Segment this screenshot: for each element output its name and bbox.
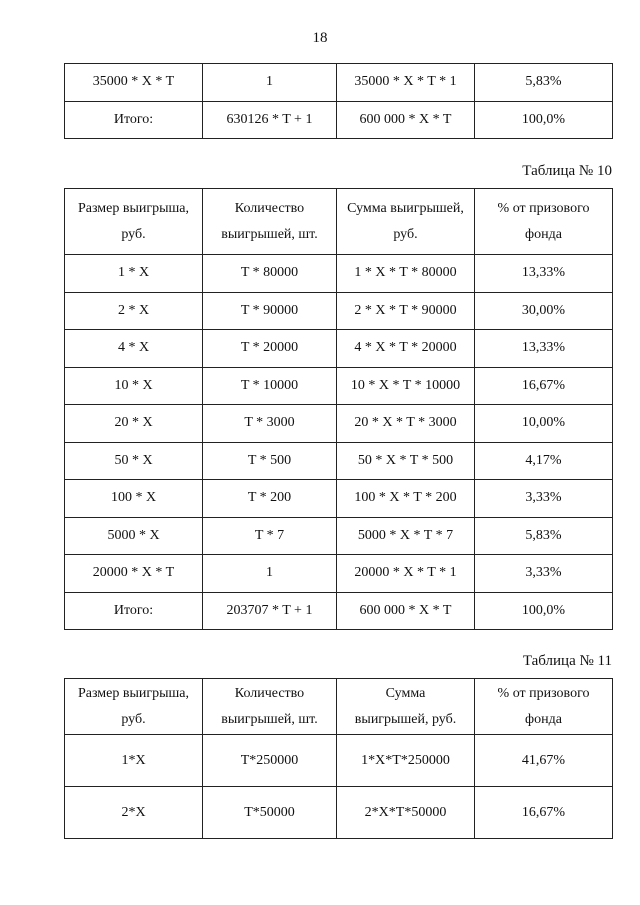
table-cell: 20000 * X * T: [65, 555, 203, 593]
table-cell: 10 * X: [65, 367, 203, 405]
table-cell: 30,00%: [475, 292, 613, 330]
table-row-total: [65, 592, 613, 630]
table-cell: 600 000 * X * T: [337, 592, 475, 630]
table-cell: 1*X: [65, 735, 203, 787]
table-cell: T * 10000: [203, 367, 337, 405]
table-cell: 2*X*T*50000: [337, 787, 475, 839]
table-row: [65, 405, 613, 443]
table-11: [64, 678, 613, 839]
column-header-prize-size: Размер выигрыша, руб.: [65, 189, 203, 255]
table-cell: 3,33%: [475, 480, 613, 518]
table-cell: 13,33%: [475, 255, 613, 293]
column-header-prize-count: Количество выигрышей, шт.: [203, 679, 337, 735]
table-cell: 100 * X * T * 200: [337, 480, 475, 518]
table-cell: 41,67%: [475, 735, 613, 787]
table-cell: 1: [203, 555, 337, 593]
table-cell: 100,0%: [475, 592, 613, 630]
table-cell: 35000 * X * T * 1: [337, 64, 475, 102]
table-10-caption: Таблица № 10: [522, 163, 612, 179]
table-10: [64, 188, 613, 630]
table-row: [65, 787, 613, 839]
table-cell: 203707 * T + 1: [203, 592, 337, 630]
table-cell: 5000 * X * T * 7: [337, 517, 475, 555]
table-cell: 50 * X: [65, 442, 203, 480]
column-header-fund-percent: % от призового фонда: [475, 679, 613, 735]
table-cell: 4,17%: [475, 442, 613, 480]
table-row: [65, 517, 613, 555]
table-row: [65, 442, 613, 480]
table-cell: 20 * X: [65, 405, 203, 443]
table-cell: 2 * X * T * 90000: [337, 292, 475, 330]
table-cell: 3,33%: [475, 555, 613, 593]
table-cell: 35000 * X * T: [65, 64, 203, 102]
table-cell: 20000 * X * T * 1: [337, 555, 475, 593]
table-cell: 5,83%: [475, 517, 613, 555]
table-cell: 4 * X * T * 20000: [337, 330, 475, 368]
column-header-prize-count: Количество выигрышей, шт.: [203, 189, 337, 255]
table-cell: 5000 * X: [65, 517, 203, 555]
table-cell: 600 000 * X * T: [337, 101, 475, 139]
table-cell: T * 7: [203, 517, 337, 555]
table-cell: 4 * X: [65, 330, 203, 368]
table-cell: 16,67%: [475, 787, 613, 839]
column-header-fund-percent: % от призового фонда: [475, 189, 613, 255]
table-cell: T*50000: [203, 787, 337, 839]
table-cell: T * 90000: [203, 292, 337, 330]
table-cell: 5,83%: [475, 64, 613, 102]
table-cell: 10 * X * T * 10000: [337, 367, 475, 405]
table-cell: Итого:: [65, 592, 203, 630]
column-header-prize-sum: Сумма выигрышей, руб.: [337, 189, 475, 255]
table-cell: 630126 * T + 1: [203, 101, 337, 139]
table-row: [65, 330, 613, 368]
table-row: [65, 555, 613, 593]
table-11-caption: Таблица № 11: [522, 653, 612, 669]
table-cell: 2 * X: [65, 292, 203, 330]
continued-table: [64, 63, 613, 139]
table-cell: T * 3000: [203, 405, 337, 443]
table-cell: T * 200: [203, 480, 337, 518]
table-cell: 20 * X * T * 3000: [337, 405, 475, 443]
table-header-row: [65, 189, 613, 255]
table-row: [65, 64, 613, 102]
table-row: [65, 480, 613, 518]
table-cell: 13,33%: [475, 330, 613, 368]
table-cell: 100 * X: [65, 480, 203, 518]
table-cell: 1: [203, 64, 337, 102]
column-header-prize-size: Размер выигрыша, руб.: [65, 679, 203, 735]
table-cell: T * 500: [203, 442, 337, 480]
table-row: [65, 735, 613, 787]
table-row: [65, 367, 613, 405]
table-cell: T * 80000: [203, 255, 337, 293]
table-cell: 1 * X: [65, 255, 203, 293]
page-number: 18: [312, 30, 328, 46]
table-row: [65, 292, 613, 330]
table-cell: Итого:: [65, 101, 203, 139]
table-header-row: [65, 679, 613, 735]
table-cell: 50 * X * T * 500: [337, 442, 475, 480]
table-row-total: [65, 101, 613, 139]
table-row: [65, 255, 613, 293]
column-header-prize-sum: Сумма выигрышей, руб.: [337, 679, 475, 735]
table-cell: 16,67%: [475, 367, 613, 405]
table-cell: T*250000: [203, 735, 337, 787]
table-cell: 100,0%: [475, 101, 613, 139]
table-cell: T * 20000: [203, 330, 337, 368]
table-cell: 1*X*T*250000: [337, 735, 475, 787]
table-cell: 2*X: [65, 787, 203, 839]
table-cell: 1 * X * T * 80000: [337, 255, 475, 293]
table-cell: 10,00%: [475, 405, 613, 443]
